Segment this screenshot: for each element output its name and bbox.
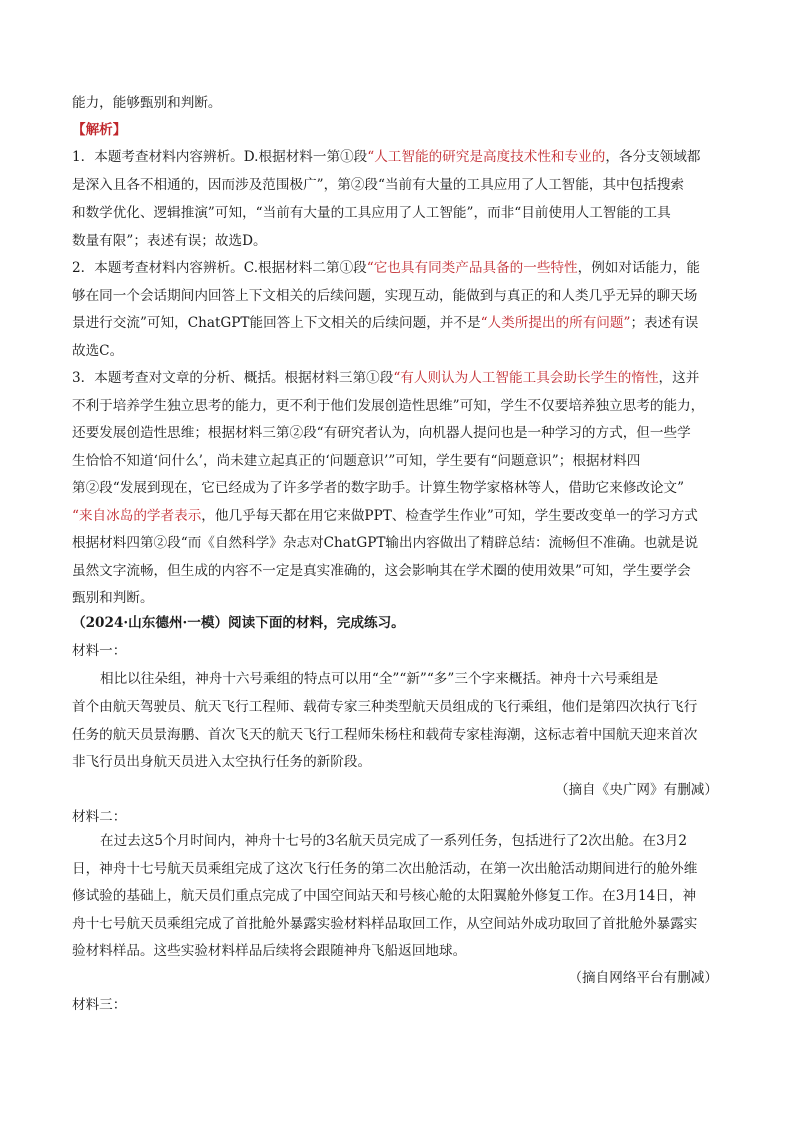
material-2-line-1: 在过去这5个月时间内，神舟十七号的3名航天员完成了一系列任务，包括进行了2次出舱。在3月2 bbox=[100, 833, 687, 849]
material-1-line-3: 任务的航天员景海鹏、首次飞天的航天飞行工程师朱杨柱和载荷专家桂海潮，这标志着中国航天迎来首次 bbox=[72, 727, 698, 743]
q2-line-3: 景进行交流”可知，ChatGPT能回答上下文相关的后续问题，并不是“人类所提出的所有问题”；表述有误 bbox=[72, 315, 699, 331]
material-2-line-2: 日，神舟十七号航天员乘组完成了这次飞行任务的第二次出舱活动，在第一次出舱活动期间进行的舱外维 bbox=[72, 861, 698, 877]
q3-line-1: 3．本题考查对文章的分析、概括。根据材料三第①段“有人则认为人工智能工具会助长学生的惰性，这并 bbox=[72, 370, 700, 386]
q3-quote: “有人则认为人工智能工具会助长学生的惰性 bbox=[393, 370, 659, 386]
material-1-line-2: 首个由航天驾驶员、航天飞行工程师、载荷专家三种类型航天员组成的飞行乘组，他们是第四次执行飞行 bbox=[72, 699, 698, 715]
q3-line-3: 还要发展创造性思维；根据材料三第②段“有研究者认为，向机器人提问也是一种学习的方式，但一些学 bbox=[72, 425, 691, 441]
material-2-line-4: 舟十七号航天员乘组完成了首批舱外暴露实验材料样品取回工作，从空间站外成功取回了首批舱外暴露实 bbox=[72, 916, 698, 932]
material-1-label: 材料一： bbox=[72, 643, 127, 659]
material-2-line-5: 验材料样品。这些实验材料样品后续将会跟随神舟飞船返回地球。 bbox=[72, 943, 467, 959]
q1-line-3: 和数学优化、逻辑推演”可知，“当前有大量的工具应用了人工智能”，而非“目前使用人工智能的工具 bbox=[72, 205, 671, 221]
q1-line-4: 数量有限”；表述有误；故选D。 bbox=[72, 233, 267, 249]
q2-line-4: 故选C。 bbox=[72, 343, 124, 359]
q3-line-2: 不利于培养学生独立思考的能力，更不利于他们发展创造性思维”可知，学生不仅要培养独立思考的能力， bbox=[72, 398, 705, 414]
q2-line-2: 够在同一个会话期间内回答上下文相关的后续问题，实现互动，能做到与真正的和人类几乎无异的聊天场 bbox=[72, 288, 698, 304]
q2-line-1: 2．本题考查材料内容辨析。C.根据材料二第①段“它也具有同类产品具备的一些特性，例如对话能力，能 bbox=[72, 260, 700, 276]
q1-line-2: 是深入且各不相通的，因而涉及范围极广”，第②段“当前有大量的工具应用了人工智能，其中包括搜索 bbox=[72, 177, 685, 193]
q3-quote-2: “来自冰岛的学者表示 bbox=[72, 508, 202, 524]
analysis-header: 【解析】 bbox=[72, 122, 127, 138]
q2-quote: “它也具有同类产品具备的一些特性 bbox=[366, 260, 578, 276]
task-header: （2024·山东德州·一模）阅读下面的材料，完成练习。 bbox=[72, 615, 405, 631]
q3-line-9: 甄别和判断。 bbox=[72, 590, 154, 606]
material-1-source: （摘自《央广网》有删减） bbox=[554, 782, 718, 798]
material-2-label: 材料二： bbox=[72, 809, 127, 825]
q3-line-8: 虽然文字流畅，但生成的内容不一定是真实准确的，这会影响其在学术圈的使用效果”可知，学生要学会 bbox=[72, 563, 691, 579]
intro-tail: 能力，能够甄别和判断。 bbox=[72, 95, 222, 111]
material-3-label: 材料三： bbox=[72, 997, 127, 1013]
material-2-source: （摘自网络平台有删减） bbox=[568, 970, 718, 986]
material-1-line-1: 相比以往朵组，神舟十六号乘组的特点可以用“全”“新”“多”三个字来概括。神舟十六号乘组是 bbox=[100, 671, 659, 687]
material-1-line-4: 非飞行员出身航天员进入太空执行任务的新阶段。 bbox=[72, 754, 372, 770]
q1-line-1: 1．本题考查材料内容辨析。D.根据材料一第①段“人工智能的研究是高度技术性和专业的，各分支领域都 bbox=[72, 149, 701, 165]
q3-line-5: 第②段“发展到现在，它已经成为了许多学者的数字助手。计算生物学家格林等人，借助它来修改论文” bbox=[72, 480, 685, 496]
material-2-line-3: 修试验的基础上，航天员们重点完成了中国空间站天和号核心舱的太阳翼舱外修复工作。在3月14日，神 bbox=[72, 888, 697, 904]
q3-line-4: 生恰恰不知道‘问什么’，尚未建立起真正的‘问题意识’”可知，学生要有“问题意识”；根据材料四 bbox=[72, 453, 641, 469]
q3-line-6: “来自冰岛的学者表示，他几乎每天都在用它来做PPT、检查学生作业”可知，学生要改变单一的学习方式 bbox=[72, 508, 698, 524]
q2-quote-2: “人类所提出的所有问题” bbox=[480, 315, 631, 331]
q1-quote: “人工智能的研究是高度技术性和专业的 bbox=[367, 149, 606, 165]
q3-line-7: 根据材料四第②段“而《自然科学》杂志对ChatGPT输出内容做出了精辟总结：流畅但不准确。也就是说 bbox=[72, 535, 699, 551]
